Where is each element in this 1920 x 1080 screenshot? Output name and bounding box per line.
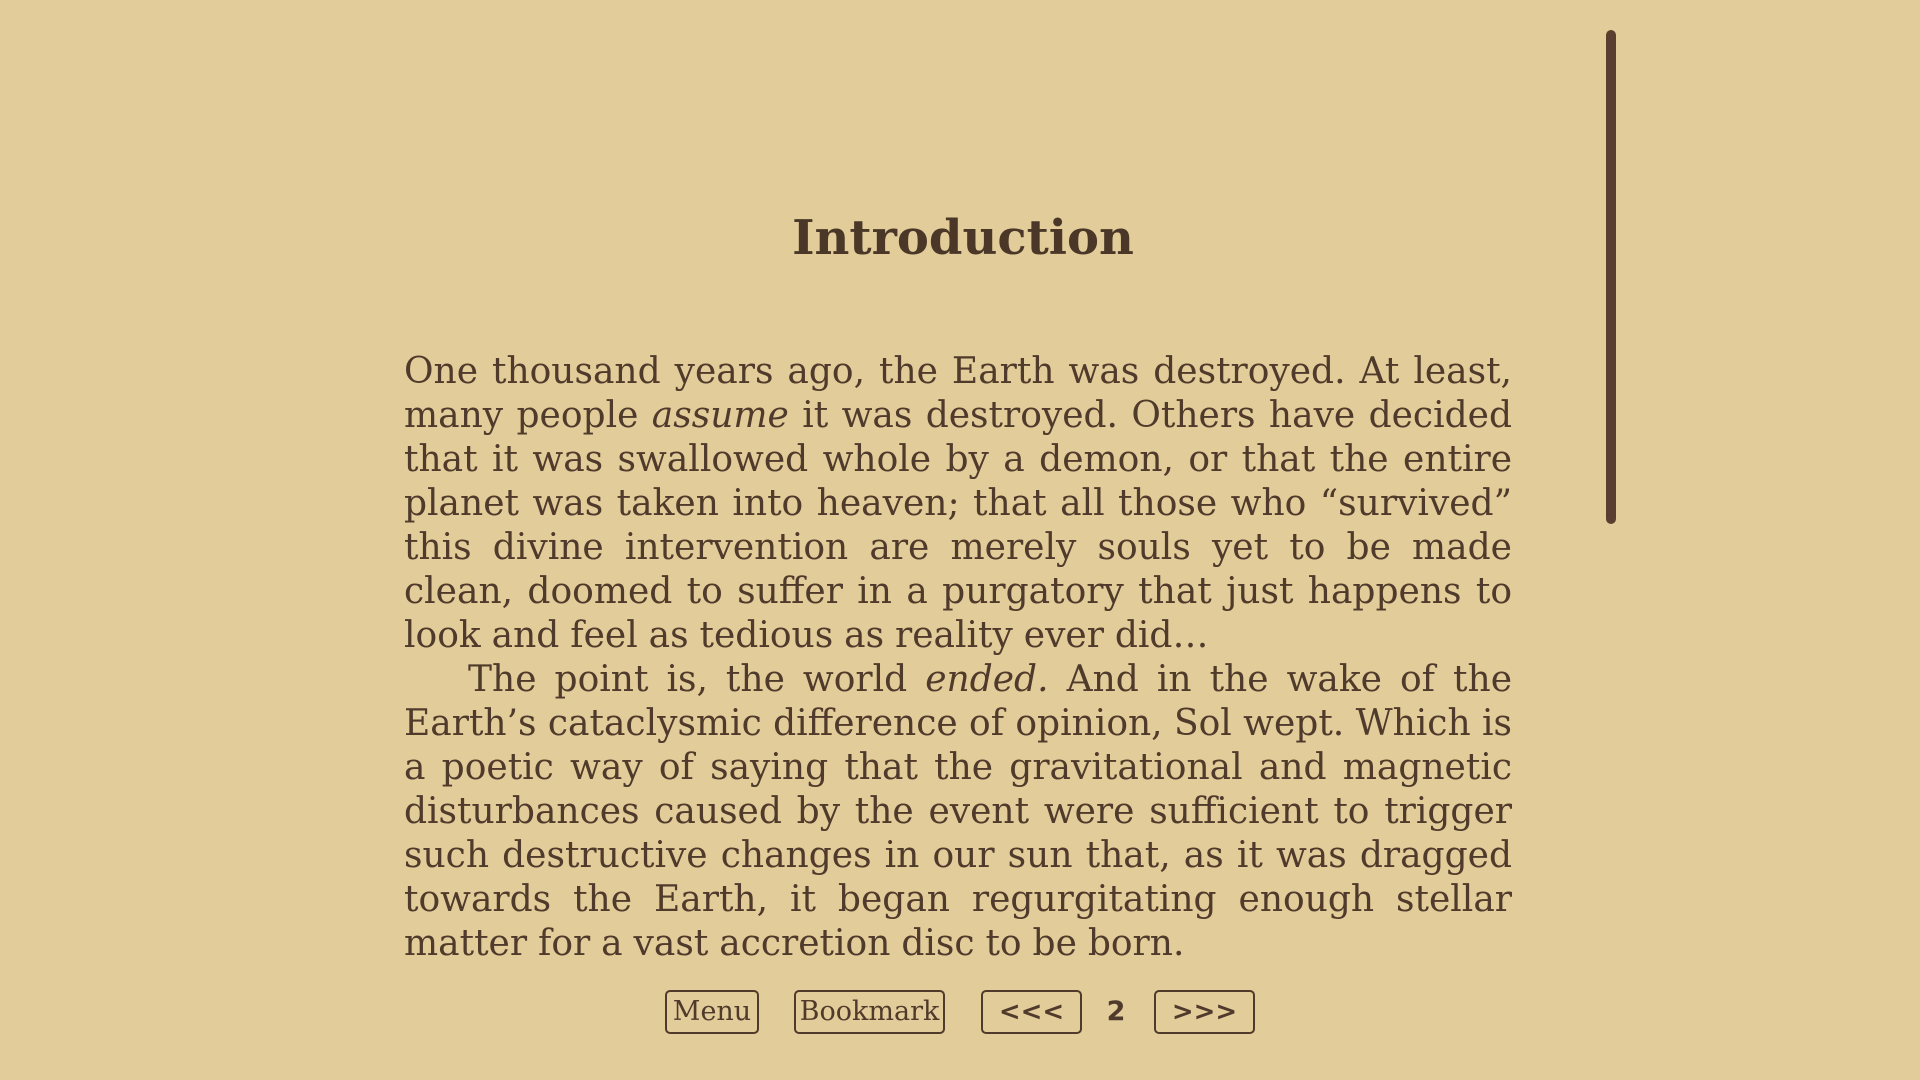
chapter-text bbox=[404, 350, 1512, 966]
next-page-button[interactable]: >>> bbox=[1154, 990, 1255, 1034]
bookmark-button[interactable]: Bookmark bbox=[794, 990, 945, 1034]
previous-page-button[interactable]: <<< bbox=[981, 990, 1082, 1034]
paragraph-2 bbox=[404, 658, 1512, 966]
reader-controls bbox=[0, 990, 1920, 1038]
paragraph-1-emphasis: assume bbox=[651, 395, 789, 436]
paragraph-2-text-b: And in the wake of the Earth’s cataclysmic difference of opinion, Sol wept. Which is a poetic way of saying that the gravitational and magnetic disturbances caused by the event were sufficient to trigger such destructive changes in our sun that, as it was dragged towards the Earth, it began regurgitating enough stellar matter for a vast accretion disc to be born. bbox=[404, 659, 1512, 964]
paragraph-1-text-a: One thousand years ago, the Earth was destroyed. At least, many people bbox=[404, 351, 1512, 436]
menu-button[interactable]: Menu bbox=[665, 990, 759, 1034]
paragraph-2-emphasis: ended. bbox=[925, 659, 1049, 700]
paragraph-1-text-b: it was destroyed. Others have decided that it was swallowed whole by a demon, or that the entire planet was taken into heaven; that all those who “survived” this divine intervention are merely souls yet to be made clean, doomed to suffer in a purgatory that just happens to look and feel as tedious as reality ever did… bbox=[404, 395, 1513, 656]
paragraph-2-text-a: The point is, the world bbox=[468, 659, 926, 700]
scrollbar-thumb[interactable] bbox=[1606, 30, 1616, 524]
page-number: 2 bbox=[1106, 996, 1126, 1027]
paragraph-1 bbox=[404, 350, 1512, 658]
chapter-title: Introduction bbox=[792, 210, 1134, 266]
